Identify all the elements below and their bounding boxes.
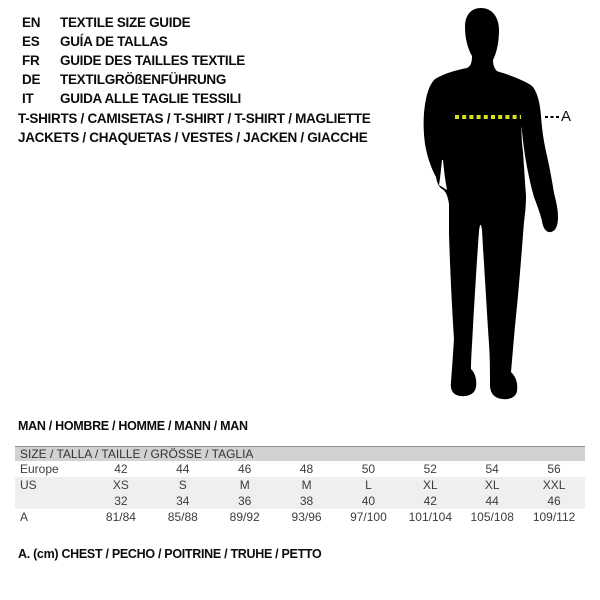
size-cell: 56	[547, 462, 561, 476]
size-cell: 81/84	[105, 510, 136, 524]
size-cell: 109/112	[532, 510, 576, 524]
size-cell: 85/88	[167, 510, 198, 524]
language-code: ES	[22, 34, 40, 49]
size-cell: 42	[423, 494, 437, 508]
size-cell: 52	[423, 462, 437, 476]
size-cell: 97/100	[350, 510, 387, 524]
size-cell: 50	[361, 462, 376, 476]
language-title: TEXTILE SIZE GUIDE	[60, 15, 191, 30]
size-cell: 32	[114, 494, 128, 508]
body-silhouette	[424, 8, 532, 399]
category-line-tshirts: T-SHIRTS / CAMISETAS / T-SHIRT / T-SHIRT / MAGLIETTE	[18, 111, 371, 126]
size-cell: 48	[299, 462, 314, 476]
language-code: FR	[22, 53, 40, 68]
size-cell: 46	[238, 462, 252, 476]
language-title: GUIDE DES TAILLES TEXTILE	[60, 53, 246, 68]
language-code: DE	[22, 72, 41, 87]
language-list	[22, 13, 245, 108]
size-table	[15, 446, 585, 525]
size-cell: XL	[484, 478, 500, 492]
category-line-jackets: JACKETS / CHAQUETAS / VESTES / JACKEN / GIACCHE	[18, 130, 368, 145]
size-cell: L	[365, 478, 372, 492]
row-label: Europe	[20, 462, 59, 476]
measure-footnote: A. (cm) CHEST / PECHO / POITRINE / TRUHE / PETTO	[18, 547, 322, 561]
language-row	[22, 70, 245, 89]
silhouette-shapes	[424, 8, 558, 399]
size-cell: 93/96	[291, 510, 322, 524]
language-row	[22, 51, 245, 70]
size-cell: 101/104	[408, 510, 452, 524]
size-cell: M	[301, 478, 312, 492]
table-row-europe	[15, 461, 585, 477]
man-silhouette-figure	[395, 0, 600, 410]
section-heading-man: MAN / HOMBRE / HOMME / MANN / MAN	[18, 419, 248, 433]
size-cell: 44	[176, 462, 190, 476]
size-cell: S	[178, 478, 187, 492]
language-row	[22, 32, 245, 51]
language-title: TEXTILGRÖßENFÜHRUNG	[60, 72, 227, 87]
row-label: A	[20, 510, 29, 524]
size-cell: 42	[114, 462, 128, 476]
language-title: GUÍA DE TALLAS	[60, 34, 168, 49]
size-cell: M	[239, 478, 250, 492]
size-cell: 40	[361, 494, 376, 508]
size-cell: 44	[485, 494, 499, 508]
language-title: GUIDA ALLE TAGLIE TESSILI	[60, 91, 241, 106]
size-cell: 105/108	[470, 510, 514, 524]
size-cell: 46	[547, 494, 561, 508]
category-list	[18, 109, 370, 147]
size-cell: 54	[485, 462, 499, 476]
size-cell: XL	[422, 478, 438, 492]
language-row	[22, 89, 245, 108]
size-cell: XS	[112, 478, 129, 492]
size-cell: 36	[238, 494, 252, 508]
table-row-uk	[15, 493, 585, 509]
row-label: US	[20, 478, 37, 492]
language-row	[22, 13, 245, 32]
table-row-us	[15, 477, 585, 493]
size-cell: 89/92	[229, 510, 260, 524]
measure-label-a: A	[561, 108, 572, 125]
man-silhouette-svg	[395, 0, 600, 410]
size-cell: 34	[176, 494, 190, 508]
language-code: EN	[22, 15, 41, 30]
size-cell: 38	[299, 494, 314, 508]
table-row-chest-a	[15, 509, 585, 525]
language-code: IT	[22, 91, 34, 106]
table-header-row: SIZE / TALLA / TAILLE / GRÖSSE / TAGLIA	[15, 446, 585, 461]
size-cell: XXL	[542, 478, 566, 492]
